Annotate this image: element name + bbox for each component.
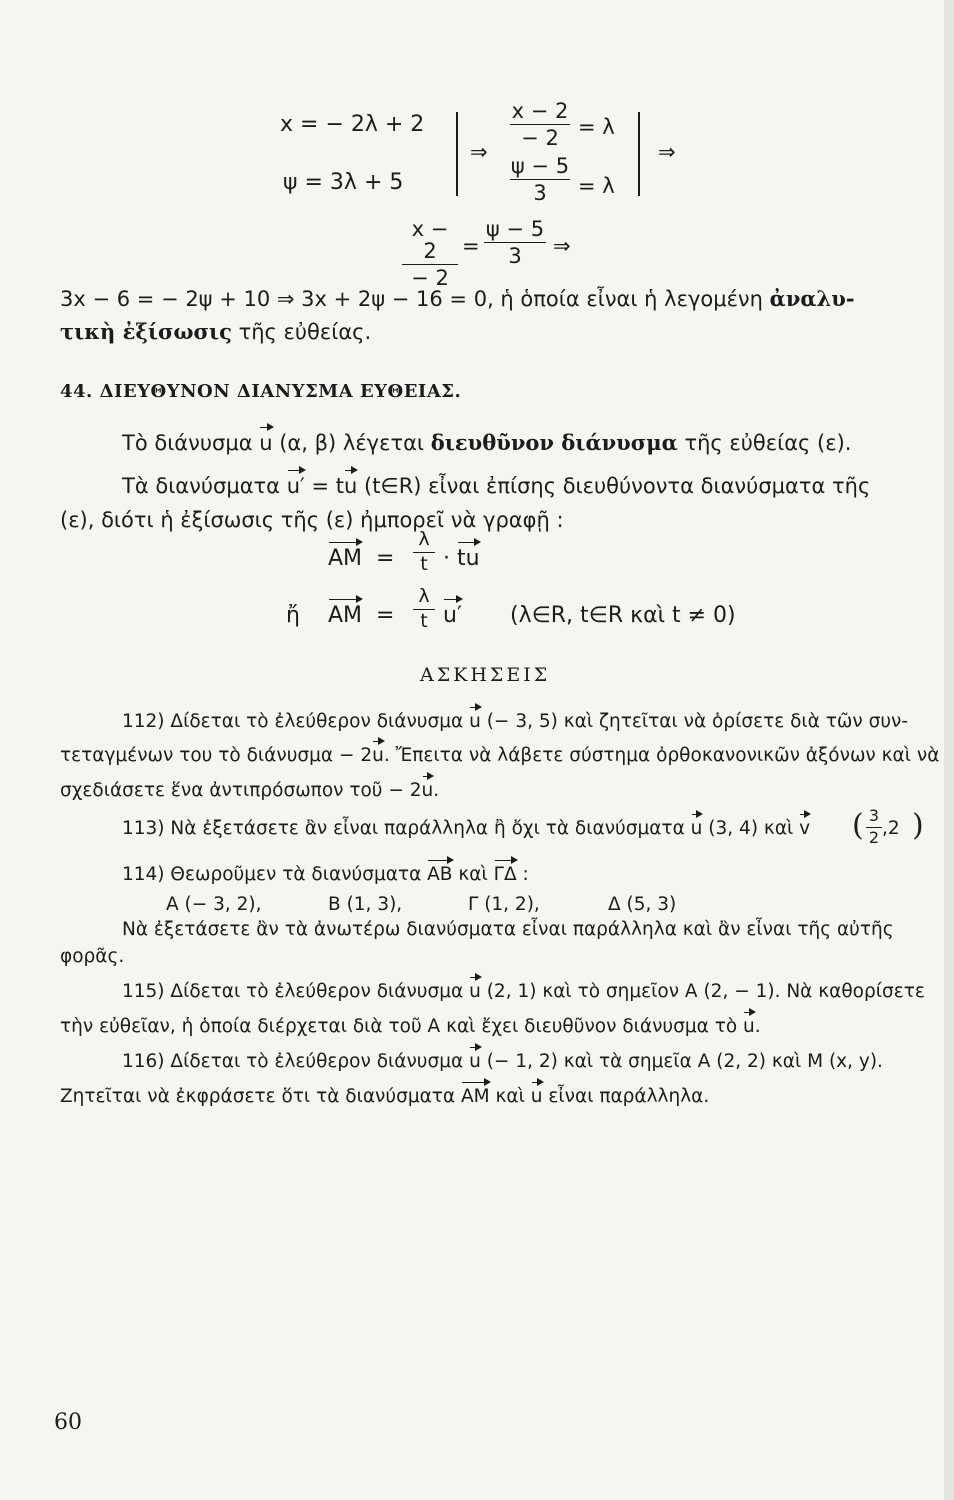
formula-1-frac	[413, 530, 435, 575]
vector-gd: ΓΔ	[493, 864, 517, 885]
page-number: 60	[54, 1410, 82, 1435]
e112-l2-a: τεταγμένων του τὸ διάνυσμα − 2	[60, 745, 373, 766]
formula-2-condition: (λ∈R, t∈R καὶ t ≠ 0)	[510, 603, 736, 628]
exercise-116-line2	[60, 1086, 709, 1107]
result-rest: τῆς εὐθείας.	[238, 320, 372, 344]
vector-u: u	[372, 745, 384, 766]
e114-point-g: Γ (1, 2),	[468, 894, 540, 915]
e114-point-a: A (− 3, 2),	[166, 894, 262, 915]
exercise-115-line1	[122, 981, 925, 1002]
formula-2-frac	[413, 587, 435, 632]
e113-paren-right: )	[912, 808, 924, 843]
implies-1: ⇒	[470, 140, 488, 164]
e112-l3-b: .	[433, 780, 440, 801]
section-44-p1	[122, 430, 851, 455]
e115-l2-b: .	[754, 1016, 761, 1037]
exercise-116-line1	[122, 1051, 883, 1072]
vector-u: u	[530, 1086, 543, 1107]
exercise-112-line2	[60, 745, 939, 766]
vector-u: u	[690, 818, 703, 839]
vector-am: AM	[328, 546, 363, 571]
e113-text-b: (3, 4) καὶ	[708, 818, 794, 839]
section-44-p2-line2: (ε), διότι ἡ ἐξίσωσις τῆς (ε) ἠμπορεῖ νὰ γραφῇ :	[60, 508, 564, 532]
e114-colon: :	[522, 864, 529, 885]
exercise-112-line1	[122, 711, 908, 732]
system-frac2	[510, 155, 570, 204]
e113-paren-left: (	[852, 808, 864, 843]
section-44-title: 44. ΔΙΕΥΘΥΝΟΝ ΔΙΑΝΥΣΜΑ ΕΥΘΕΙΑΣ.	[60, 381, 462, 402]
e114-point-b: B (1, 3),	[328, 894, 403, 915]
combined-left-frac	[402, 218, 458, 289]
combined-left-num: x − 2	[411, 217, 449, 264]
system-frac2-num: ψ − 5	[510, 154, 570, 178]
combined-right-num: ψ − 5	[485, 217, 545, 241]
exercise-114-line1	[122, 864, 529, 885]
e115-text-b: (2, 1) καὶ τὸ σημεῖον A (2, − 1). Νὰ καθορίσετε	[486, 981, 925, 1002]
exercise-113	[122, 818, 810, 839]
e116-l2-a: Ζητεῖται νὰ ἐκφράσετε ὅτι τὰ διανύσματα	[60, 1086, 456, 1107]
vector-v: v	[799, 818, 811, 839]
e114-point-d: Δ (5, 3)	[608, 894, 677, 915]
e115-text-a: 115) Δίδεται τὸ ἐλεύθερον διάνυσμα	[122, 981, 464, 1002]
vector-am: AM	[461, 1086, 490, 1107]
e113-frac-num: 3	[868, 806, 880, 825]
vector-u: u	[259, 431, 273, 455]
result-bold-end: ἀναλυ-	[769, 286, 855, 311]
formula-2-lhs	[328, 603, 362, 628]
combined-right-frac	[484, 218, 546, 267]
exercises-title: ΑΣΚΗΣΕΙΣ	[420, 664, 551, 686]
system-frac2-den: 3	[533, 181, 547, 206]
implies-2: ⇒	[658, 140, 676, 164]
system-frac1-den: − 2	[521, 126, 559, 151]
e112-text-a: 112) Δίδεται τὸ ἐλεύθερον διάνυσμα	[122, 711, 464, 732]
formula-1-dot: ·	[443, 546, 450, 571]
exercise-112-line3	[60, 780, 439, 801]
formula-2-num: λ	[418, 585, 430, 607]
vector-am: AM	[328, 603, 363, 628]
vector-u: u	[421, 780, 434, 801]
exercise-114-line3: Νὰ ἐξετάσετε ἂν τὰ ἀνωτέρω διανύσματα εἶναι παράλληλα καὶ ἂν εἶναι τῆς αὐτῆς	[122, 919, 894, 940]
page-edge	[944, 0, 954, 1500]
fraction-bar	[484, 242, 546, 243]
vector-u: u	[469, 1051, 481, 1072]
e113-text-c: ,2	[882, 818, 900, 839]
formula-2-or: ἤ	[286, 603, 300, 628]
p1-text-a: Τὸ διάνυσμα	[122, 431, 253, 455]
e116-text-b: (− 1, 2) καὶ τὰ σημεῖα A (2, 2) καὶ M (x, y).	[486, 1051, 883, 1072]
vector-u: u	[344, 474, 358, 498]
section-44-p2	[122, 474, 870, 498]
vector-ab: AB	[427, 864, 453, 885]
formula-1-den: t	[420, 552, 428, 575]
system-eq2: ψ = 3λ + 5	[283, 170, 404, 195]
p2-text-a: Τὰ διανύσματα	[122, 474, 281, 498]
result-text: 3x − 6 = − 2ψ + 10 ⇒ 3x + 2ψ − 16 = 0, ἡ ὁποία εἶναι ἡ λεγομένη	[60, 287, 763, 311]
p2-eq: = t	[311, 474, 344, 498]
formula-1-num: λ	[418, 528, 430, 550]
formula-2-eq: =	[376, 603, 395, 628]
e113-frac-den: 2	[868, 827, 880, 847]
system-frac1	[510, 100, 570, 149]
e114-and: καὶ	[458, 864, 488, 885]
result-bold-start: τικὴ ἐξίσωσις	[60, 319, 232, 344]
p1-text-c: τῆς εὐθείας (ε).	[684, 431, 852, 455]
vector-u-prime: u′	[443, 603, 462, 628]
formula-2-rhs	[443, 603, 462, 628]
right-brace	[630, 112, 640, 196]
formula-2-den: t	[420, 609, 428, 632]
fraction-bar	[402, 264, 458, 265]
vector-u: u	[469, 711, 481, 732]
system-eq1: x = − 2λ + 2	[280, 112, 425, 137]
vector-tu: tu	[457, 546, 480, 571]
formula-1-eq: =	[376, 546, 395, 571]
result-line-1	[60, 286, 855, 311]
fraction-bar	[510, 124, 570, 125]
e116-l2-b: εἶναι παράλληλα.	[548, 1086, 710, 1107]
system-frac2-rhs: = λ	[578, 174, 615, 198]
result-line-2	[60, 319, 371, 344]
left-brace	[448, 112, 458, 196]
p1-bold-term: διευθῦνον διάνυσμα	[430, 430, 678, 455]
vector-u-prime: u′	[286, 474, 305, 498]
e113-text-a: 113) Νὰ ἐξετάσετε ἂν εἶναι παράλληλα ἢ ὄχι τὰ διανύσματα	[122, 818, 685, 839]
e114-text-a: 114) Θεωροῦμεν τὰ διανύσματα	[122, 864, 422, 885]
p2-text-b: (t∈R) εἶναι ἐπίσης διευθύνοντα διανύσματα τῆς	[364, 474, 871, 498]
combined-right-den: 3	[508, 244, 522, 269]
fraction-bar	[510, 179, 570, 180]
system-frac1-rhs: = λ	[578, 115, 615, 139]
combined-left-den: − 2	[411, 266, 449, 291]
formula-1-lhs	[328, 546, 362, 571]
e115-l2-a: τὴν εὐθεῖαν, ἡ ὁποία διέρχεται διὰ τοῦ A καὶ ἔχει διευθῦνον διάνυσμα τὸ	[60, 1016, 738, 1037]
e112-l2-b: . Ἔπειτα νὰ λάβετε σύστημα ὀρθοκανονικῶν ἀξόνων καὶ νὰ	[383, 745, 940, 766]
exercise-114-line4: φορᾶς.	[60, 946, 125, 967]
exercise-115-line2	[60, 1016, 761, 1037]
e116-text-a: 116) Δίδεται τὸ ἐλεύθερον διάνυσμα	[122, 1051, 464, 1072]
combined-implies: ⇒	[553, 234, 571, 258]
e116-and: καὶ	[495, 1086, 525, 1107]
system-frac1-num: x − 2	[511, 99, 569, 123]
formula-1-rhs	[443, 546, 480, 571]
e112-l3-a: σχεδιάσετε ἕνα ἀντιπρόσωπον τοῦ − 2	[60, 780, 422, 801]
p1-text-b: (α, β) λέγεται	[279, 431, 425, 455]
e113-frac	[866, 808, 882, 847]
vector-u: u	[743, 1016, 755, 1037]
combined-eq: =	[462, 234, 480, 258]
vector-u: u	[469, 981, 481, 1002]
e112-text-b: (− 3, 5) καὶ ζητεῖται νὰ ὁρίσετε διὰ τῶν συν-	[486, 711, 909, 732]
